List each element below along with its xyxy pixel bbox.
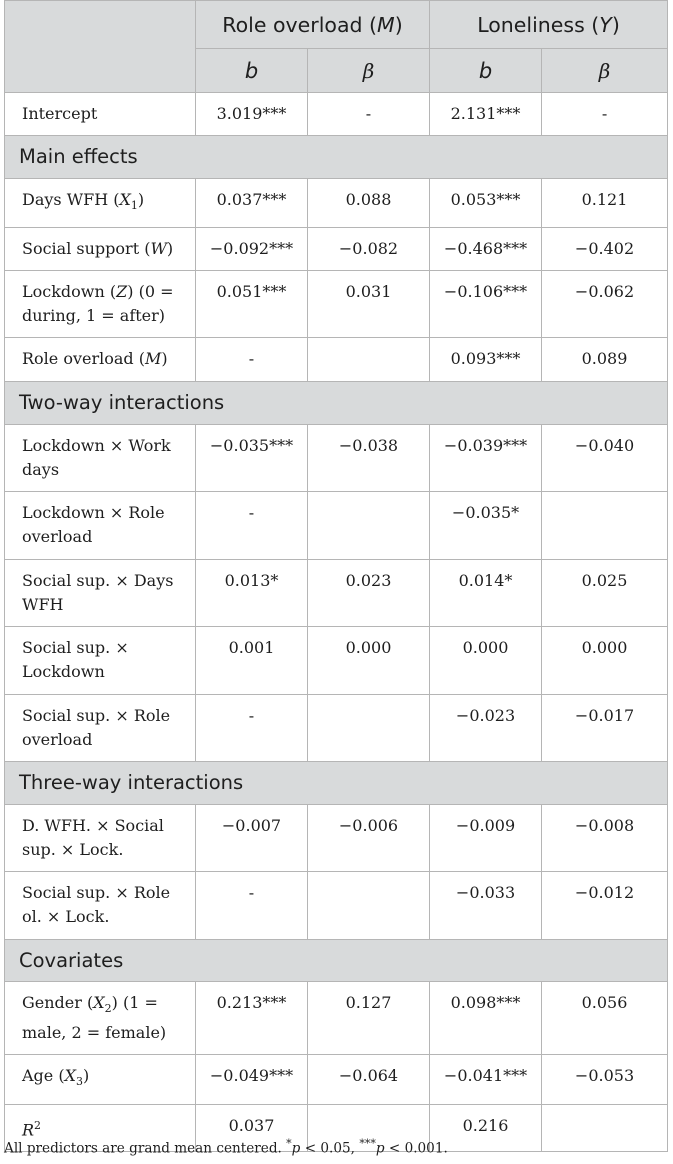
table-row [5, 228, 668, 271]
cell-value [308, 872, 430, 940]
cell-value: −0.064 [308, 1055, 430, 1104]
cell-value: 0.089 [542, 338, 668, 382]
cell-value: −0.023 [430, 695, 542, 762]
cell-value [308, 338, 430, 382]
cell-value: −0.468*** [430, 228, 542, 271]
cell-value: −0.039*** [430, 425, 542, 492]
row-label: Social sup. × Days WFH [5, 560, 196, 627]
cell-value: −0.082 [308, 228, 430, 271]
cell-value: −0.006 [308, 805, 430, 872]
cell-value: −0.038 [308, 425, 430, 492]
cell-value: 0.051*** [196, 271, 308, 338]
cell-value: - [542, 93, 668, 136]
subheader-beta-loneliness: β [542, 49, 668, 93]
table-row [5, 93, 668, 136]
cell-value: 0.121 [542, 179, 668, 228]
cell-value: 0.093*** [430, 338, 542, 382]
cell-value: 0.127 [308, 982, 430, 1055]
cell-value: 0.025 [542, 560, 668, 627]
cell-value: −0.106*** [430, 271, 542, 338]
cell-value: 0.098*** [430, 982, 542, 1055]
cell-value: −0.049*** [196, 1055, 308, 1104]
cell-value: 0.014* [430, 560, 542, 627]
cell-value: 0.213*** [196, 982, 308, 1055]
cell-value: 0.001 [196, 627, 308, 695]
cell-value: −0.017 [542, 695, 668, 762]
cell-value: −0.053 [542, 1055, 668, 1104]
cell-value: −0.402 [542, 228, 668, 271]
section-row [5, 136, 668, 179]
subheader-b-role: b [196, 49, 308, 93]
section-label: Main effects [5, 136, 668, 179]
row-label: Social sup. × Lockdown [5, 627, 196, 695]
row-label: Social sup. × Role overload [5, 695, 196, 762]
cell-value: 0.000 [308, 627, 430, 695]
cell-value [542, 1104, 668, 1151]
subheader-b-loneliness: b [430, 49, 542, 93]
section-label: Two-way interactions [5, 382, 668, 425]
row-label: Lockdown (Z) (0 = during, 1 = after) [5, 271, 196, 338]
cell-value [308, 695, 430, 762]
row-label: Lockdown × Role overload [5, 492, 196, 560]
cell-value: −0.040 [542, 425, 668, 492]
cell-value: - [196, 492, 308, 560]
cell-value: 0.088 [308, 179, 430, 228]
table-row [5, 179, 668, 228]
table-row [5, 805, 668, 872]
table-row [5, 872, 668, 940]
cell-value: - [196, 872, 308, 940]
row-label: Age $(X_3)$ [5, 1055, 196, 1104]
cell-value: 0.023 [308, 560, 430, 627]
cell-value: −0.062 [542, 271, 668, 338]
col-group-loneliness: Loneliness (Y) [430, 1, 668, 49]
cell-value: 0.013* [196, 560, 308, 627]
cell-value: 2.131*** [430, 93, 542, 136]
row-label: Role overload (M) [5, 338, 196, 382]
section-row [5, 940, 668, 982]
row-label: Social support (W) [5, 228, 196, 271]
cell-value: −0.008 [542, 805, 668, 872]
table-row [5, 338, 668, 382]
cell-value: −0.009 [430, 805, 542, 872]
header-corner [5, 1, 196, 93]
section-label: Three-way interactions [5, 762, 668, 805]
table-row [5, 695, 668, 762]
cell-value: 0.037*** [196, 179, 308, 228]
table-footnote: All predictors are grand mean centered. *p < 0.05, ***p < 0.001. [4, 1137, 448, 1157]
cell-value: 0.056 [542, 982, 668, 1055]
section-row [5, 382, 668, 425]
section-label: Covariates [5, 940, 668, 982]
row-label: Gender $(X_2) (1$ = male, 2 = female) [5, 982, 196, 1055]
cell-value: −0.092*** [196, 228, 308, 271]
col-group-role-overload: Role overload (M) [196, 1, 430, 49]
table-row [5, 627, 668, 695]
cell-value: 0.216 [430, 1104, 542, 1151]
cell-value: 3.019*** [196, 93, 308, 136]
cell-value: −0.035* [430, 492, 542, 560]
cell-value: 0.000 [542, 627, 668, 695]
regression-table [4, 0, 668, 1152]
table-row [5, 271, 668, 338]
cell-value: 0.053*** [430, 179, 542, 228]
table-row [5, 982, 668, 1055]
subheader-beta-role: β [308, 49, 430, 93]
cell-value: 0.000 [430, 627, 542, 695]
cell-value: −0.035*** [196, 425, 308, 492]
row-label: Lockdown × Work days [5, 425, 196, 492]
row-label: Intercept [5, 93, 196, 136]
row-label: Days WFH $(X_1)$ [5, 179, 196, 228]
cell-value: - [308, 93, 430, 136]
section-row [5, 762, 668, 805]
cell-value: - [196, 338, 308, 382]
cell-value: 0.037 [196, 1104, 308, 1151]
cell-value: −0.012 [542, 872, 668, 940]
table-row [5, 560, 668, 627]
table-row [5, 492, 668, 560]
cell-value: −0.007 [196, 805, 308, 872]
cell-value [542, 492, 668, 560]
cell-value: −0.041*** [430, 1055, 542, 1104]
row-label: Social sup. × Role ol. × Lock. [5, 872, 196, 940]
cell-value: −0.033 [430, 872, 542, 940]
row-label: $R^2$ [5, 1104, 196, 1151]
table-row [5, 1055, 668, 1104]
cell-value: - [196, 695, 308, 762]
cell-value [308, 492, 430, 560]
table-row [5, 425, 668, 492]
cell-value: 0.031 [308, 271, 430, 338]
header-row [5, 1, 668, 49]
row-label: D. WFH. × Social sup. × Lock. [5, 805, 196, 872]
